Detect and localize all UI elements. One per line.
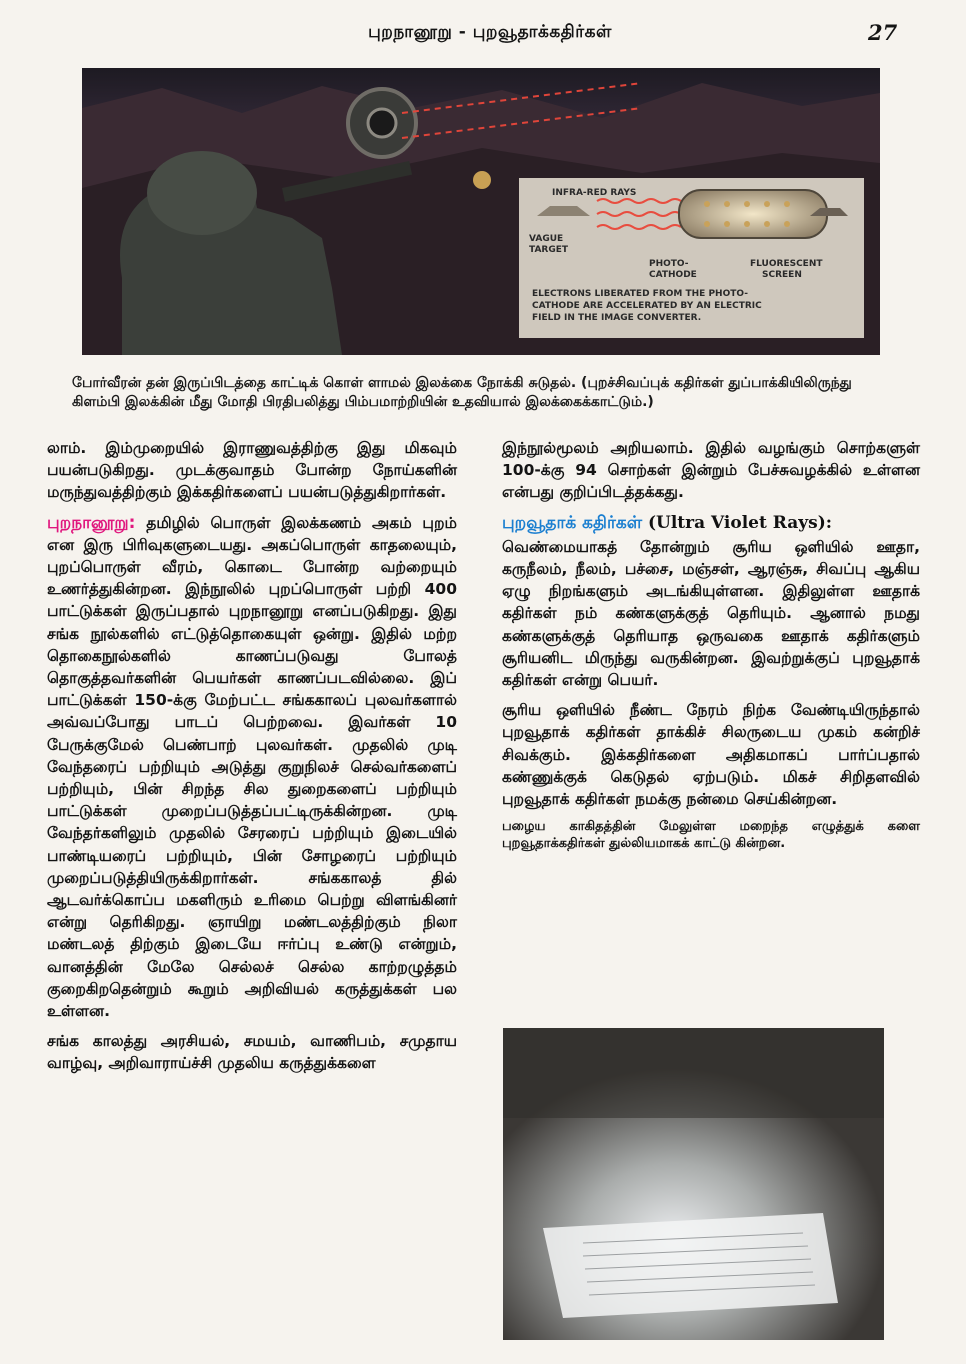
running-header: புறநானூறு - புறவூதாக்கதிர்கள் — [368, 22, 612, 42]
label-electrons-2: CATHODE ARE ACCELERATED BY AN ELECTRIC — [532, 301, 762, 311]
muzzle-flash — [473, 171, 491, 189]
figure-caption: போர்வீரன் தன் இருப்பிடத்தை காட்டிக் கொள் ளாமல் இலக்கை நோக்கி சுடுதல். (புறச்சிவப்புக் கதிர்கள் துப்பாக்கியிலிருந்து கிளம்பி இலக்கின் மீது மோதி பிரதிபலித்து பிம்பமாற்றியின் உதவியால் இலக்கைக்காட்டும்.) — [72, 375, 852, 410]
label-vague-target-1: VAGUE — [529, 234, 564, 244]
illustration-art — [82, 68, 880, 355]
right-column — [502, 437, 920, 852]
left-column — [47, 437, 457, 1083]
label-electrons-3: FIELD IN THE IMAGE CONVERTER. — [532, 313, 702, 323]
label-electrons-1: ELECTRONS LIBERATED FROM THE PHOTO- — [532, 289, 748, 299]
photo-art — [503, 1028, 884, 1340]
label-photo-cathode-1: PHOTO- — [649, 259, 689, 269]
photo-caption: பழைய காகிதத்தின் மேலுள்ள மறைந்த எழுத்துக் களை புறவூதாக்கதிர்கள் துல்லியமாகக் காட்டு கின்றன. — [502, 819, 920, 852]
night-vision-illustration — [82, 68, 880, 355]
page-number: 27 — [868, 20, 898, 45]
left-paragraph-1: லாம். இம்முறையில் இராணுவத்திற்கு இது மிகவும் பயன்படுகிறது. முடக்குவாதம் போன்ற நோய்களின் மருந்துவத்திற்கும் இக்கதிர்களைப் பயன்படுத்துகிறார்கள். — [47, 439, 457, 502]
section-heading-uv — [502, 512, 920, 534]
left-paragraph-2-text: தமிழில் பொருள் இலக்கணம் அகம் புறம் என இரு பிரிவுகளுடையது. அகப்பொருள் காதலையும், புறப்பொருள் வீரம், கொடை போன்ற வற்றையும் உணர்த்துகின்றன. இந்நூலில் புறப்பொருள் பற்றி 400 பாட்டுக்கள் இருப்பதால் புறநானூறு எனப்படுகிறது. இது சங்க நூல்களில் எட்டுத்தொகையுள் ஒன்று. இதில் மற்ற தொகைநூல்களில் காணப்படுவது போலத் தொகுத்தவர்களின் பெயர்கள் காணப்படவில்லை. இப் பாட்டுக்கள் 150-க்கு மேற்பட்ட சங்ககாலப் புலவர்களால் அவ்வப்போது பாடப் பெற்றவை. இவர்கள் 10 பேருக்குமேல் பெண்பாற் புலவர்கள். முதலில் முடி வேந்தரைப் பற்றியும் அடுத்து குறுநிலச் செல்வர்களைப் பற்றியும், பின் சிறந்த சில துறைகளைப் பற்றியும் பாட்டுக்கள் முறைப்படுத்தப்பட்டிருக்கின்றன. முடி வேந்தர்களிலும் முதலில் சேரரைப் பற்றியும் இடையில் பாண்டியரைப் பற்றியும், பின் சோழரைப் பற்றியும் முறைப்படுத்தியிருக்கிறார்கள். சங்ககாலத் தில் ஆடவர்க்கொப்ப மகளிரும் உரிமை பெற்று விளங்கினர் என்று தெரிகிறது. ஞாயிறு மண்டலத்திற்கும் நிலா மண்டலத் திற்கும் இடையே ஈர்ப்பு உண்டு என்றும், வானத்தின் மேலே செல்லச் செல்ல காற்றழுத்தம் குறைகிறதென்றும் கூறும் அறிவியல் கருத்துக்கள் பல உள்ளன. — [47, 513, 457, 1021]
label-photo-cathode-2: CATHODE — [649, 270, 697, 280]
label-fluorescent-1: FLUORESCENT — [750, 259, 823, 269]
image-converter-tube — [679, 190, 827, 238]
section-heading-purananuru: புறநானூறு: — [47, 512, 136, 533]
label-infrared: INFRA-RED RAYS — [552, 188, 637, 198]
right-paragraph-3: சூரிய ஒளியில் நீண்ட நேரம் நிற்க வேண்டியிருந்தால் புறவூதாக் கதிர்கள் தாக்கிச் சிலருடைய முகம் கன்றிச் சிவக்கும். இக்கதிர்களை அதிகமாகப் பார்ப்பதால் கண்ணுக்குக் கெடுதல் ஏற்படும். மிகச் சிறிதளவில் புறவூதாக் கதிர்கள் நமக்கு நன்மை செய்கின்றன. — [502, 701, 920, 809]
label-vague-target-2: TARGET — [529, 245, 569, 255]
old-paper — [543, 1213, 838, 1318]
left-paragraph-3: சங்க காலத்து அரசியல், சமயம், வாணிபம், சமுதாய வாழ்வு, அறிவாராய்ச்சி முதலிய கருத்துக்களை — [47, 1032, 457, 1073]
uv-document-photo — [503, 1028, 884, 1340]
left-paragraph-2 — [47, 512, 457, 1023]
right-paragraph-2: வெண்மையாகத் தோன்றும் சூரிய ஒளியில் ஊதா, கருநீலம், நீலம், பச்சை, மஞ்சள், ஆரஞ்சு, சிவப்பு ஆகிய ஏழு நிறங்களும் அடங்கியுள்ளன. இதிலுள்ள ஊதாக் கதிர்கள் நம் கண்களுக்குத் தெரியும். ஆனால் நமது கண்களுக்குத் தெரியாத ஒருவகை ஊதாக் கதிர்களும் சூரியனிட மிருந்து வருகின்றன. இவற்றுக்குப் புறவூதாக் கதிர்கள் என்று பெயர். — [502, 537, 920, 690]
section-heading-uv-tamil: புறவூதாக் கதிர்கள் — [502, 512, 643, 533]
right-paragraph-1: இந்நூல்மூலம் அறியலாம். இதில் வழங்கும் சொற்களுள் 100-க்கு 94 சொற்கள் இன்றும் பேச்சுவழக்கில் உள்ளன என்பது குறிப்பிடத்தக்கது. — [502, 439, 920, 502]
soldier-helmet — [147, 151, 257, 235]
label-fluorescent-2: SCREEN — [762, 270, 802, 280]
section-heading-uv-english: (Ultra Violet Rays): — [647, 512, 833, 533]
